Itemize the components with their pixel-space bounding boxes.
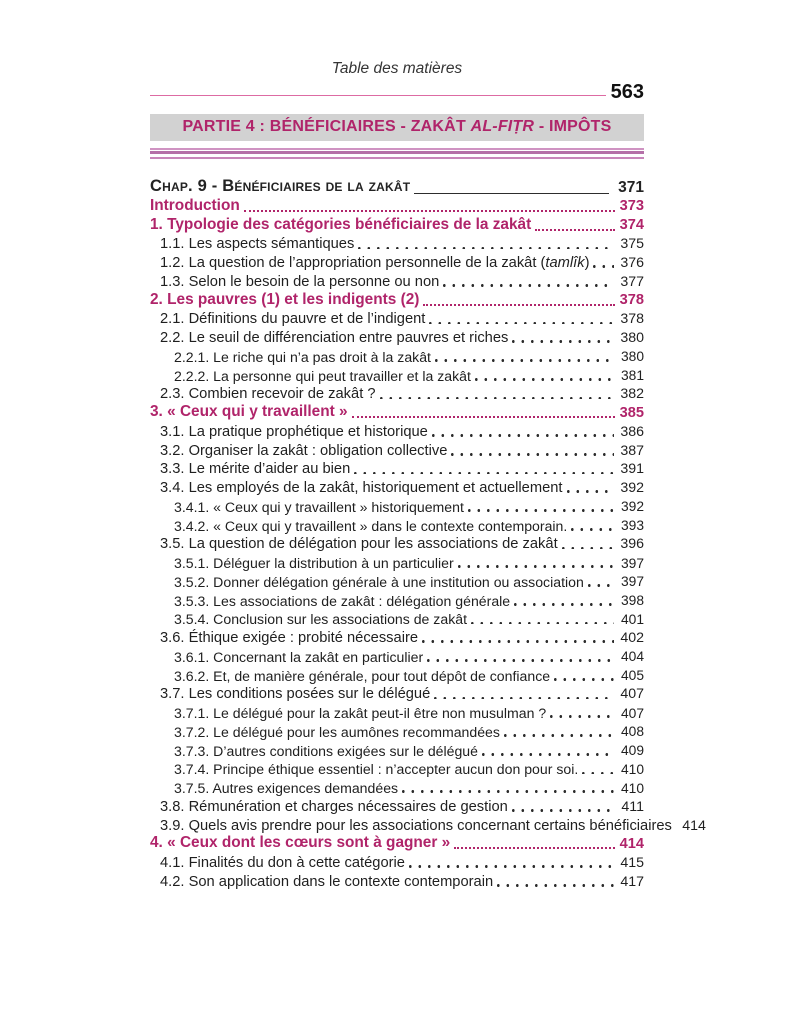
toc-entry-page-number: 405 (620, 668, 644, 684)
part-banner: PARTIE 4 : BÉNÉFICIAIRES - ZAKÂT AL-FIṬR - IMPÔTS (150, 114, 644, 141)
toc-entry-page-number: 408 (620, 724, 644, 740)
toc-entry (150, 402, 644, 421)
toc-entry-page-number: 397 (620, 574, 644, 590)
toc-entry (150, 252, 644, 271)
toc-entry-title: Chap. 9 - Bénéficiaires de la zakât (150, 177, 411, 195)
toc-entry (150, 215, 644, 234)
toc-entry (150, 834, 644, 853)
toc-entry (150, 534, 644, 553)
toc-entry-title: Introduction (150, 196, 240, 214)
toc-entry-page-number: 415 (620, 855, 644, 872)
toc-entry (150, 759, 644, 778)
toc-entry-page-number: 392 (620, 499, 644, 515)
toc-entry (150, 815, 706, 834)
toc-entry-page-number: 378 (619, 292, 644, 309)
toc-entry-title: 4.2. Son application dans le contexte contemporain (160, 873, 494, 890)
toc-entry (150, 477, 644, 496)
toc-entry-page-number: 401 (620, 611, 644, 627)
toc-entry-title: 2.1. Définitions du pauvre et de l’indigent (160, 311, 426, 328)
toc-entry (150, 496, 644, 515)
dot-leader (429, 322, 614, 325)
dot-leader (482, 753, 614, 756)
toc-entry-page-number: 392 (620, 480, 644, 497)
dot-leader (562, 547, 614, 550)
toc-entry-title: 2.3. Combien recevoir de zakât ? (160, 386, 376, 403)
toc-entry-title: 3.9. Quels avis prendre pour les associations concernant certains bénéficiaires (160, 817, 672, 834)
toc-entry-page-number: 398 (620, 593, 644, 609)
dot-leader (422, 640, 614, 643)
toc-entry-title: 3.5. La question de délégation pour les associations de zakât (160, 536, 558, 553)
toc-entry-title: 1.3. Selon le besoin de la personne ou non (160, 273, 440, 290)
toc-entry (150, 384, 644, 403)
toc-entry-title: 3.7.2. Le délégué pour les aumônes recommandées (174, 723, 500, 740)
dot-leader (454, 847, 615, 849)
toc-entry (150, 627, 644, 646)
toc-entry (150, 290, 644, 309)
dot-leader (582, 772, 614, 775)
toc-entry (150, 740, 644, 759)
toc-entry-page-number: 404 (620, 649, 644, 665)
toc-entry-page-number: 380 (620, 349, 644, 365)
dot-leader (512, 340, 614, 343)
toc-entry-page-number: 375 (620, 236, 644, 253)
toc-entry-page-number: 377 (620, 273, 644, 290)
toc-entry (150, 172, 644, 196)
toc-entry-page-number: 374 (619, 217, 644, 234)
toc-entry-title: 3.4.1. « Ceux qui y travaillent » historiquement (174, 498, 464, 515)
dot-leader (468, 509, 614, 512)
toc-entry (150, 590, 644, 609)
dot-leader (380, 397, 614, 400)
dot-leader (535, 229, 615, 231)
dot-leader (571, 528, 614, 531)
toc-entry-title: 3.7.5. Autres exigences demandées (174, 780, 399, 796)
dot-leader (427, 659, 614, 662)
toc-entry-title: 2. Les pauvres (1) et les indigents (2) (150, 290, 420, 308)
toc-entry (150, 852, 644, 871)
toc-entry-title: 4. « Ceux dont les cœurs sont à gagner » (150, 834, 451, 852)
toc-entry-title: 3.5.2. Donner délégation générale à une institution ou association (174, 573, 584, 590)
toc-entry-title: 3.7.1. Le délégué pour la zakât peut-il être non musulman ? (174, 705, 547, 721)
toc-entry-page-number: 371 (618, 178, 644, 196)
toc-entry (150, 459, 644, 478)
toc-entry-title: 3.3. Le mérite d’aider au bien (160, 461, 351, 478)
dot-leader (432, 434, 614, 437)
dot-leader (593, 265, 614, 268)
toc-entry (150, 871, 644, 890)
toc-entry-title: 3.4. Les employés de la zakât, historiquement et actuellement (160, 480, 563, 496)
toc-entry-page-number: 373 (619, 198, 644, 215)
dot-leader (554, 678, 614, 681)
toc-entry (150, 421, 644, 440)
dot-leader (512, 809, 614, 812)
toc-entry-title: 3.5.4. Conclusion sur les associations de zakât (174, 611, 467, 628)
current-page-number: 563 (610, 81, 644, 103)
toc-entry-page-number: 409 (620, 743, 644, 759)
toc-entry-title: 3. « Ceux qui y travaillent » (150, 403, 348, 420)
toc-entry (150, 271, 644, 290)
toc-entry-page-number: 402 (620, 630, 644, 647)
dot-leader (435, 359, 614, 362)
toc-entry-page-number: 391 (620, 461, 644, 478)
toc-entry (150, 365, 644, 384)
toc-entry-title: 4.1. Finalités du don à cette catégorie (160, 855, 405, 871)
toc-entry-title: 1. Typologie des catégories bénéficiaires de la zakât (150, 215, 532, 233)
running-header-title: Table des matières (331, 60, 463, 77)
dot-leader (475, 378, 614, 381)
dot-leader (358, 247, 614, 250)
toc-entry-title: 2.2.2. La personne qui peut travailler et la zakât (174, 367, 471, 384)
dot-leader (497, 884, 614, 887)
toc-entry (150, 665, 644, 684)
toc-entry-page-number: 397 (620, 555, 644, 571)
dot-leader (588, 584, 614, 587)
toc-entry (150, 702, 644, 721)
toc-entry (150, 777, 644, 796)
toc-entry-page-number: 387 (620, 442, 644, 459)
dot-leader (352, 416, 615, 418)
toc-entry-title: 3.4.2. « Ceux qui y travaillent » dans le contexte contemporain. (174, 517, 568, 534)
toc-entry-title: 3.1. La pratique prophétique et historique (160, 423, 428, 440)
rule-line (150, 157, 644, 159)
decorative-double-rule (150, 148, 644, 159)
toc-entry-title: 2.2. Le seuil de différenciation entre pauvres et riches (160, 330, 509, 346)
toc-entry-page-number: 414 (619, 835, 644, 852)
toc-entry-page-number: 417 (620, 873, 644, 890)
toc-entry (150, 609, 644, 628)
toc-entry-title: 1.2. La question de l’appropriation personnelle de la zakât (tamlîk) (160, 255, 590, 271)
toc-entry-page-number: 396 (620, 536, 644, 553)
dot-leader (244, 210, 615, 212)
toc-entry-title: 3.7.3. D’autres conditions exigées sur le délégué (174, 742, 478, 759)
dot-leader (504, 734, 614, 737)
toc-entry-page-number: 381 (620, 368, 644, 384)
dot-leader (514, 603, 614, 606)
toc-entry (150, 684, 644, 703)
dot-leader (471, 622, 614, 625)
dot-leader (414, 193, 609, 194)
toc-entry-title: 3.6.2. Et, de manière générale, pour tout dépôt de confiance (174, 667, 551, 684)
toc-entry-page-number: 411 (621, 798, 644, 815)
toc-entry (150, 646, 644, 665)
toc-entry-title: 2.2.1. Le riche qui n’a pas droit à la zakât (174, 348, 431, 365)
header-rule-line (150, 95, 606, 96)
running-header-rule-row (150, 82, 644, 102)
toc-entry-title: 1.1. Les aspects sémantiques (160, 236, 355, 253)
toc-entry-title: 3.5.1. Déléguer la distribution à un particulier (174, 555, 454, 571)
toc-entry-title: 3.6. Éthique exigée : probité nécessaire (160, 630, 419, 646)
dot-leader (409, 865, 614, 868)
dot-leader (550, 715, 614, 718)
toc-entry (150, 796, 644, 815)
dot-leader (451, 453, 614, 456)
toc-entry (150, 571, 644, 590)
toc-entry-page-number: 386 (620, 423, 644, 440)
toc-entry (150, 552, 644, 571)
toc-entry (150, 196, 644, 215)
dot-leader (443, 284, 614, 287)
toc-entry-title: 3.7.4. Principe éthique essentiel : n’accepter aucun don pour soi. (174, 761, 579, 778)
dot-leader (567, 490, 614, 493)
toc-entry-page-number: 380 (620, 330, 644, 347)
toc-entry (150, 440, 644, 459)
toc-entry-page-number: 393 (620, 518, 644, 534)
dot-leader (434, 697, 614, 700)
dot-leader (423, 304, 615, 306)
toc-entry-page-number: 407 (620, 686, 644, 703)
toc-entry (150, 346, 644, 365)
toc-entry (150, 234, 644, 253)
toc-entry (150, 721, 644, 740)
toc-entry (150, 309, 644, 328)
toc-entry-page-number: 414 (682, 817, 706, 834)
toc-entry-title: 3.6.1. Concernant la zakât en particulier (174, 648, 424, 665)
toc-entry-page-number: 385 (619, 404, 644, 421)
toc-entry-page-number: 407 (620, 705, 644, 721)
table-of-contents (150, 172, 706, 890)
toc-entry-title: 3.7. Les conditions posées sur le délégué (160, 686, 431, 703)
toc-entry-page-number: 376 (620, 255, 644, 272)
toc-entry-page-number: 378 (620, 311, 644, 328)
dot-leader (402, 790, 614, 793)
page-content (150, 60, 706, 890)
dot-leader (354, 472, 614, 475)
dot-leader (458, 565, 614, 568)
toc-entry-page-number: 410 (620, 780, 644, 796)
toc-entry-page-number: 410 (620, 761, 644, 777)
toc-entry-page-number: 382 (620, 386, 644, 403)
toc-entry (150, 327, 644, 346)
toc-entry (150, 515, 644, 534)
toc-entry-title: 3.8. Rémunération et charges nécessaires de gestion (160, 798, 508, 815)
toc-entry-title: 3.2. Organiser la zakât : obligation collective (160, 442, 448, 459)
toc-entry-title: 3.5.3. Les associations de zakât : délégation générale (174, 592, 511, 609)
